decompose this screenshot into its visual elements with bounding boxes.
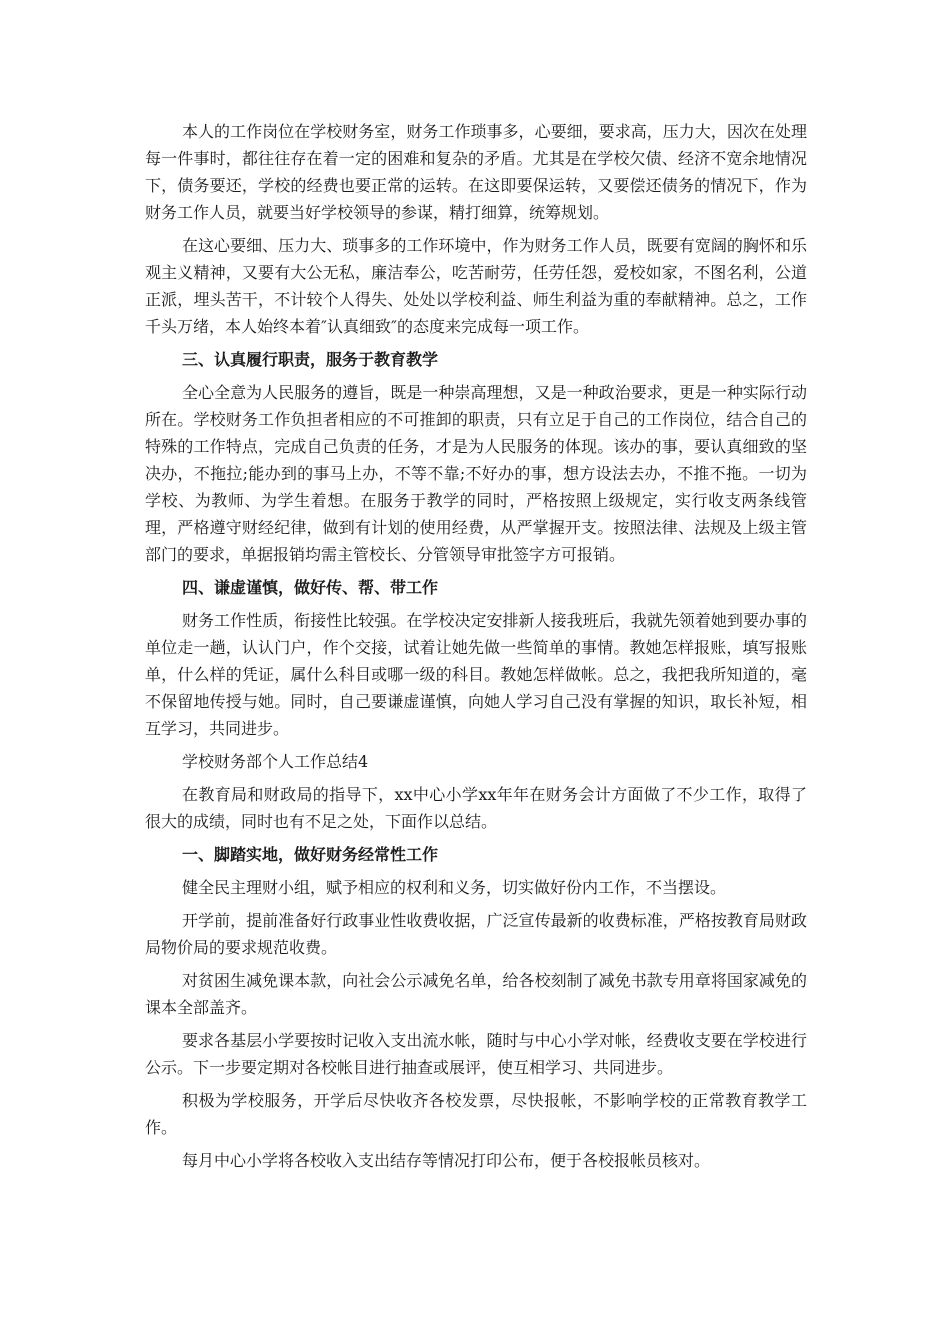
- paragraph: 在教育局和财政局的指导下，xx中心小学xx年年在财务会计方面做了不少工作，取得了很大的成绩，同时也有不足之处，下面作以总结。: [145, 785, 807, 831]
- section-heading: 三、认真履行职责，服务于教育教学: [182, 350, 439, 369]
- document-page: [145, 118, 807, 1180]
- document-subtitle: 学校财务部个人工作总结4: [182, 752, 369, 771]
- paragraph: 全心全意为人民服务的遵旨，既是一种崇高理想，又是一种政治要求，更是一种实际行动所在。学校财务工作负担者相应的不可推卸的职责，只有立足于自己的工作岗位，结合自己的特殊的工作特点，完成自己负责的任务，才是为人民服务的体现。该办的事，要认真细致的坚决办，不拖拉;能办到的事马上办，不等不靠;不好办的事，想方设法去办，不推不拖。一切为学校、为教师、为学生着想。在服务于教学的同时，严格按照上级规定，实行收支两条线管理，严格遵守财经纪律，做到有计划的使用经费，从严掌握开支。按照法律、法规及上级主管部门的要求，单据报销均需主管校长、分管领导审批签字方可报销。: [145, 383, 807, 564]
- paragraph: 每月中心小学将各校收入支出结存等情况打印公布，便于各校报帐员核对。: [182, 1151, 711, 1170]
- section-heading: 一、脚踏实地，做好财务经常性工作: [182, 845, 439, 864]
- paragraph: 财务工作性质，衔接性比较强。在学校决定安排新人接我班后，我就先领着她到要办事的单位走一趟，认认门户，作个交接，试着让她先做一些简单的事情。教她怎样报账，填写报账单，什么样的凭证，属什么科目或哪一级的科目。教她怎样做帐。总之，我把我所知道的，毫不保留地传授与她。同时，自己要谦虚谨慎，向她人学习自己没有掌握的知识，取长补短，相互学习，共同进步。: [145, 611, 807, 738]
- paragraph: 积极为学校服务，开学后尽快收齐各校发票，尽快报帐，不影响学校的正常教育教学工作。: [145, 1091, 807, 1137]
- paragraph: 在这心要细、压力大、琐事多的工作环境中，作为财务工作人员，既要有宽阔的胸怀和乐观主义精神，又要有大公无私，廉洁奉公，吃苦耐劳，任劳任怨，爱校如家，不图名利，公道正派，埋头苦干，不计较个人得失、处处以学校利益、师生利益为重的奉献精神。总之，工作千头万绪，本人始终本着″认真细致″的态度来完成每一项工作。: [145, 236, 807, 336]
- paragraph: 对贫困生减免课本款，向社会公示减免名单，给各校刻制了减免书款专用章将国家减免的课本全部盖齐。: [145, 971, 807, 1017]
- paragraph: 健全民主理财小组，赋予相应的权利和义务，切实做好份内工作，不当摆设。: [182, 878, 727, 897]
- paragraph: 开学前，提前准备好行政事业性收费收据，广泛宣传最新的收费标准，严格按教育局财政局物价局的要求规范收费。: [145, 911, 807, 957]
- paragraph: 本人的工作岗位在学校财务室，财务工作琐事多，心要细，要求高，压力大，因次在处理每一件事时，都往往存在着一定的困难和复杂的矛盾。尤其是在学校欠债、经济不宽余地情况下，债务要还，学校的经费也要正常的运转。在这即要保运转，又要偿还债务的情况下，作为财务工作人员，就要当好学校领导的参谋，精打细算，统筹规划。: [145, 122, 807, 222]
- section-heading: 四、谦虚谨慎，做好传、帮、带工作: [182, 578, 439, 597]
- paragraph: 要求各基层小学要按时记收入支出流水帐，随时与中心小学对帐，经费收支要在学校进行公示。下一步要定期对各校帐目进行抽查或展评，使互相学习、共同进步。: [145, 1031, 807, 1077]
